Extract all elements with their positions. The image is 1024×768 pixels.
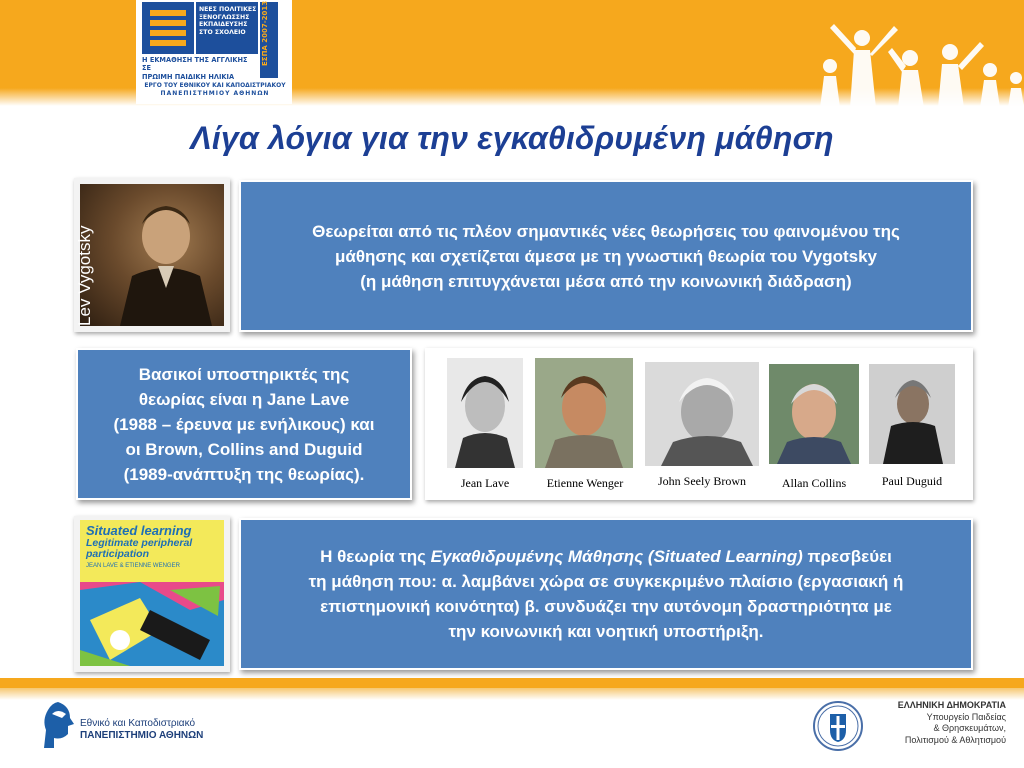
person-name: Etienne Wenger xyxy=(546,476,624,490)
intro-text-box xyxy=(239,180,973,332)
program-name xyxy=(196,2,258,54)
portrait-jean-lave xyxy=(447,358,523,468)
people-photo-strip xyxy=(425,348,973,500)
theory-line: επιστημονική κοινότητα) β. συνδυάζει την αυτόνομη δραστηριότητα με xyxy=(320,597,892,616)
theory-prefix: Η θεωρία της xyxy=(320,547,431,566)
espa-badge xyxy=(260,2,278,78)
founders-line: (1988 – έρευνα με ενήλικους) και xyxy=(113,414,375,434)
person-name: Jean Lave xyxy=(460,476,510,490)
founders-line: θεωρίας είναι η Jane Lave xyxy=(138,389,350,409)
person-name: John Seely Brown xyxy=(658,474,746,488)
intro-line: (η μάθηση επιτυγχάνεται μέσα από την κοινωνική διάδραση) xyxy=(360,271,852,291)
theory-line: την κοινωνική και νοητική υποστήριξη. xyxy=(448,622,764,641)
children-silhouettes-icon xyxy=(790,8,1024,108)
footer-band xyxy=(0,678,1024,688)
espa-label: ΕΣΠΑ 2007-2013 xyxy=(261,0,269,66)
university-name-line1: Εθνικό και Καποδιστριακό xyxy=(80,718,196,729)
theory-first-line xyxy=(309,544,904,569)
program-emblem-icon xyxy=(142,2,194,54)
person-name: Paul Duguid xyxy=(881,474,943,488)
portrait-paul-duguid xyxy=(869,364,955,464)
theory-italic-term: Εγκαθιδρυμένης Μάθησης (Situated Learning) xyxy=(430,547,803,566)
person-name: Allan Collins xyxy=(781,476,847,490)
book-subtitle: Legitimate peripheral participation xyxy=(86,537,193,560)
program-line: ΣΤΟ ΣΧΟΛΕΙΟ xyxy=(199,28,246,36)
project-line: Η ΕΚΜΑΘΗΣΗ ΤΗΣ ΑΓΓΛΙΚΗΣ ΣΕ xyxy=(142,56,248,73)
ministry-block xyxy=(866,700,1006,746)
univ-line: ΠΑΝΕΠΙΣΤΗΜΙΟΥ ΑΘΗΝΩΝ xyxy=(160,90,270,97)
program-line: ΞΕΝΟΓΛΩΣΣΗΣ xyxy=(199,13,250,21)
founders-text-box xyxy=(76,348,412,500)
portrait-figure-icon xyxy=(80,184,224,326)
university-name xyxy=(80,718,203,742)
program-line: ΕΚΠΑΙΔΕΥΣΗΣ xyxy=(199,21,248,29)
footer-fade xyxy=(0,688,1024,700)
project-university xyxy=(140,82,290,98)
page-title: Λίγα λόγια για την εγκαθιδρυμένη μάθηση xyxy=(190,120,834,156)
founders-line: οι Brown, Collins and Duguid xyxy=(125,439,363,459)
vygotsky-portrait xyxy=(80,184,224,326)
portrait-allan-collins xyxy=(769,364,859,464)
project-line: ΠΡΩΙΜΗ ΠΑΙΔΙΚΗ ΗΛΙΚΙΑ xyxy=(142,72,235,81)
book-authors: JEAN LAVE & ETIENNE WENGER xyxy=(86,563,180,569)
intro-line: μάθησης και σχετίζεται άμεσα με τη γνωστική θεωρία του Vygotsky xyxy=(334,246,877,266)
university-athena-logo-icon xyxy=(40,700,76,750)
theory-text-box xyxy=(239,518,973,670)
ministry-line: & Θρησκευμάτων, xyxy=(933,723,1006,733)
theory-suffix: πρεσβεύει xyxy=(802,547,892,566)
theory-line: τη μάθηση που: α. λαμβάνει χώρα σε συγκεκριμένο πλαίσιο (εργασιακή ή xyxy=(308,572,904,591)
ministry-line: Πολιτισμού & Αθλητισμού xyxy=(904,734,1006,745)
project-name xyxy=(142,56,258,81)
program-line: ΝΕΕΣ ΠΟΛΙΤΙΚΕΣ xyxy=(199,6,257,13)
book-title: Situated learning xyxy=(86,523,192,538)
portrait-etienne-wenger xyxy=(535,358,633,468)
portrait-john-seely-brown xyxy=(645,362,759,466)
ministry-line: Υπουργείο Παιδείας xyxy=(926,711,1006,722)
vygotsky-name-label: Lev Vygotsky xyxy=(75,225,94,326)
hellenic-republic-emblem-icon xyxy=(812,700,864,752)
univ-line: ΕΡΓΟ ΤΟΥ ΕΘΝΙΚΟΥ ΚΑΙ ΚΑΠΟΔΙΣΤΡΙΑΚΟΥ xyxy=(144,82,286,89)
intro-line: Θεωρείται από τις πλέον σημαντικές νέες θεωρήσεις του φαινομένου της xyxy=(312,221,900,241)
founders-line: (1989-ανάπτυξη της θεωρίας). xyxy=(123,464,365,484)
country-name: ΕΛΛΗΝΙΚΗ ΔΗΜΟΚΡΑΤΙΑ xyxy=(897,700,1006,710)
founders-line: Βασικοί υποστηρικτές της xyxy=(138,364,350,384)
university-name-line2: ΠΑΝΕΠΙΣΤΗΜΙΟ ΑΘΗΝΩΝ xyxy=(80,730,204,741)
